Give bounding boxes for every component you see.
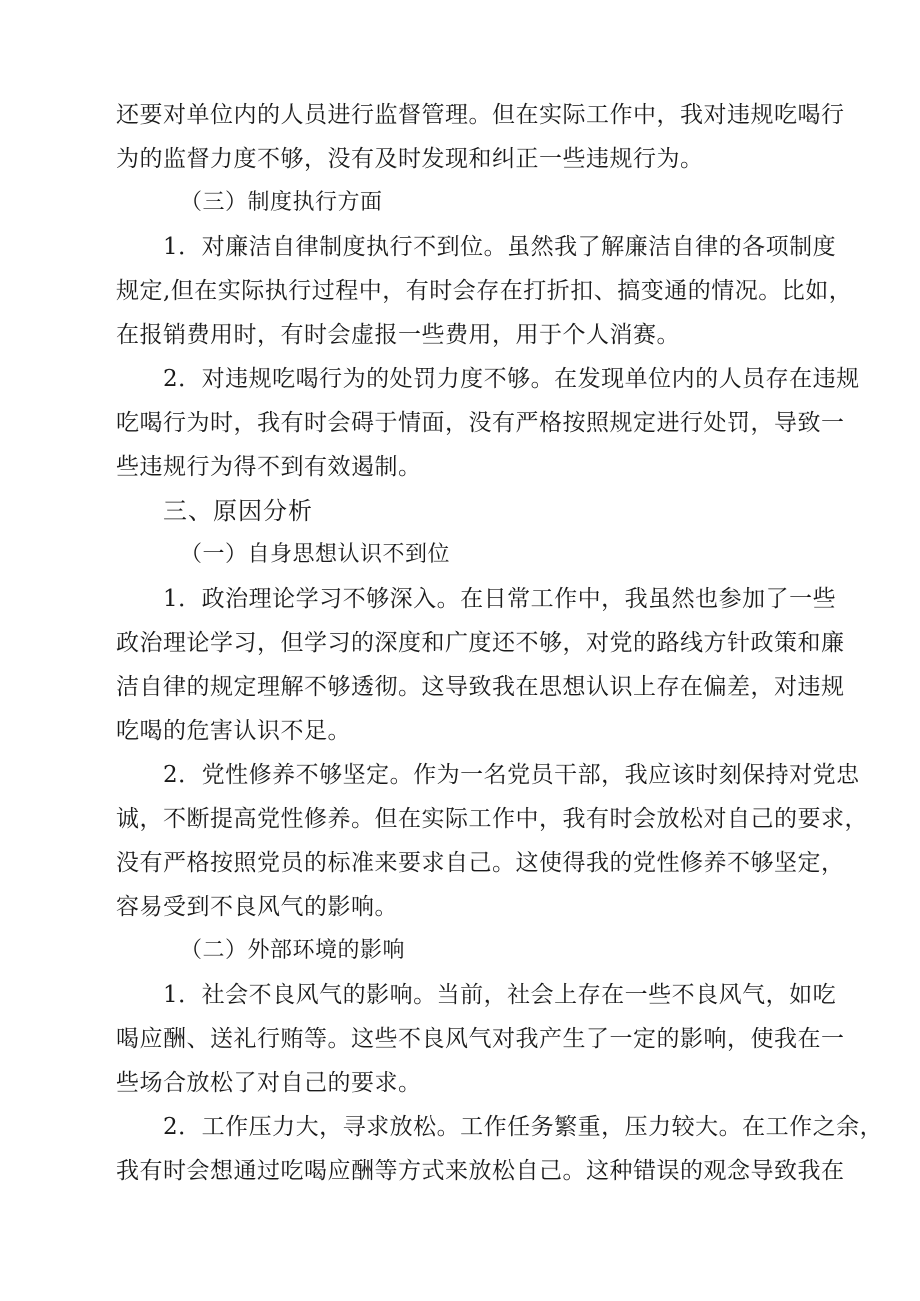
paragraph-line: 还要对单位内的人员进行监督管理。但在实际工作中，我对违规吃喝行 [116,102,845,128]
subsection-heading: （二）外部环境的影响 [180,938,406,963]
paragraph-line: 2．对违规吃喝行为的处罚力度不够。在发现单位内的人员存在违规 [163,366,860,392]
paragraph-line: 喝应酬、送礼行贿等。这些不良风气对我产生了一定的影响，使我在一 [116,1026,845,1052]
paragraph-line: 没有严格按照党员的标准来要求自己。这使得我的党性修养不够坚定， [116,850,845,876]
paragraph-line: 政治理论学习，但学习的深度和广度还不够，对党的路线方针政策和廉 [116,630,845,656]
paragraph-line: 在报销费用时，有时会虚报一些费用，用于个人消赛。 [116,322,680,348]
paragraph-line: 些违规行为得不到有效遏制。 [116,454,422,480]
paragraph-line: 1．政治理论学习不够深入。在日常工作中，我虽然也参加了一些 [163,586,837,612]
paragraph-line: 1．对廉洁自律制度执行不到位。虽然我了解廉洁自律的各项制度 [163,234,837,260]
paragraph-line: 吃喝的危害认识不足。 [116,718,351,744]
paragraph-line: 诚，不断提高党性修养。但在实际工作中，我有时会放松对自己的要求， [116,806,868,832]
paragraph-line: 些场合放松了对自己的要求。 [116,1070,422,1096]
paragraph-line: 洁自律的规定理解不够透彻。这导致我在思想认识上存在偏差，对违规 [116,674,845,700]
subsection-heading: （三）制度执行方面 [180,190,383,215]
paragraph-line: 吃喝行为时，我有时会碍于情面，没有严格按照规定进行处罚，导致一 [116,410,845,436]
paragraph-line: 1．社会不良风气的影响。当前，社会上存在一些不良风气，如吃 [163,982,837,1008]
paragraph-line: 规定,但在实际执行过程中，有时会存在打折扣、搞变通的情况。比如， [116,278,853,304]
paragraph-line: 2．工作压力大，寻求放松。工作任务繁重，压力较大。在工作之余， [163,1114,884,1140]
paragraph-line: 2．党性修养不够坚定。作为一名党员干部，我应该时刻保持对党忠 [163,762,860,788]
paragraph-line: 为的监督力度不够，没有及时发现和纠正一些违规行为。 [116,146,704,172]
subsection-heading: （一）自身思想认识不到位 [180,542,451,567]
paragraph-line: 容易受到不良风气的影响。 [116,894,398,920]
section-heading: 三、原因分析 [163,497,313,525]
paragraph-line: 我有时会想通过吃喝应酬等方式来放松自己。这种错误的观念导致我在 [116,1158,845,1184]
